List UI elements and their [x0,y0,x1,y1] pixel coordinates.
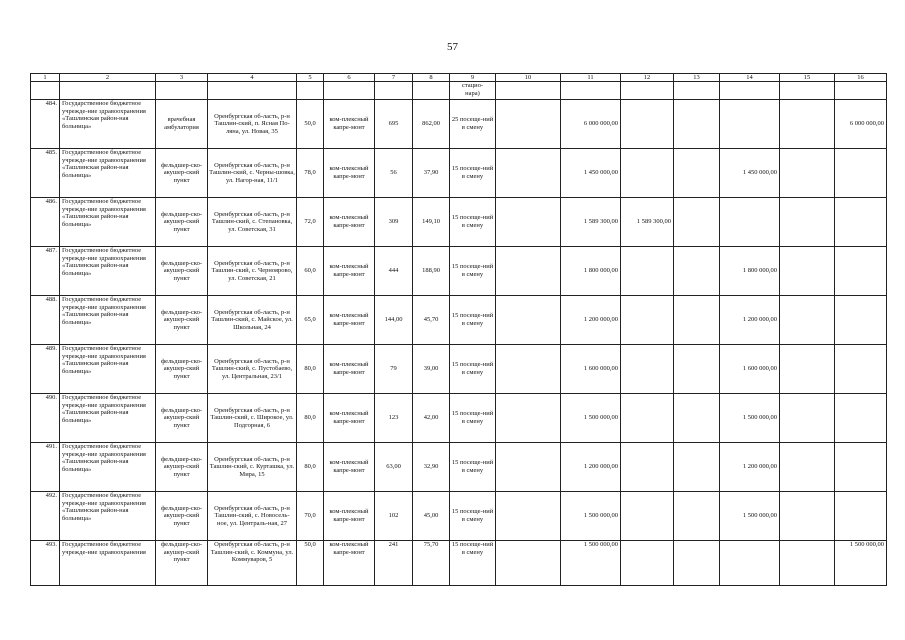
cell-area: 70,0 [297,492,324,541]
cell-total: 1 450 000,00 [561,149,621,198]
cell-col10 [496,198,561,247]
cell-col10 [496,149,561,198]
column-header-1: 1 [31,74,60,82]
column-header-14: 14 [720,74,780,82]
cell-col13 [674,100,720,149]
cell-distance: 32,90 [413,443,450,492]
cell-institution: Государственное бюджетное учрежде-ние здравоохранения «Ташлинская район-ная больница» [60,100,156,149]
cell-distance: 45,70 [413,296,450,345]
cell-institution: Государственное бюджетное учрежде-ние здравоохранения «Ташлинская район-ная больница» [60,443,156,492]
cell-distance: 75,70 [413,541,450,586]
cell-population: 444 [375,247,413,296]
cell-capacity: 25 посеще-ний в смену [450,100,496,149]
table-row [31,541,887,586]
cell-col16 [835,198,887,247]
cell-institution: Государственное бюджетное учрежде-ние здравоохранения «Ташлинская район-ная больница» [60,247,156,296]
cell-index: 489. [31,345,60,394]
cell-total: 1 589 300,00 [561,198,621,247]
cell-population: 123 [375,394,413,443]
column-header-5: 5 [297,74,324,82]
cell-col13 [674,149,720,198]
cell-col14: 1 500 000,00 [720,492,780,541]
table-row [31,247,887,296]
cell-institution: Государственное бюджетное учрежде-ние здравоохранения «Ташлинская район-ная больница» [60,345,156,394]
cell-area: 80,0 [297,443,324,492]
cell-col16 [835,394,887,443]
cell-work-type: ком-плексный капре-монт [324,345,375,394]
cell-total: 6 000 000,00 [561,100,621,149]
cell-work-type: ком-плексный капре-монт [324,100,375,149]
cell-area: 50,0 [297,100,324,149]
cell-col10 [496,492,561,541]
table-row [31,492,887,541]
column-header-13: 13 [674,74,720,82]
cell-visits-continuation: стацио- нара) [450,82,496,100]
cell-facility-type: фельдшер-ско-акушер-ский пункт [156,541,208,586]
cell-index: 491. [31,443,60,492]
cell-col15 [780,247,835,296]
cell-facility-type: врачебная амбулатория [156,100,208,149]
cell-area: 80,0 [297,345,324,394]
column-header-2: 2 [60,74,156,82]
cell-col13 [674,443,720,492]
cell-index: 487. [31,247,60,296]
cell-facility-type: фельдшер-ско-акушер-ский пункт [156,296,208,345]
table-row [31,345,887,394]
cell-address: Оренбургская об-ласть, р-н Ташлин-ский, с. Широкое, ул. Подгорная, 6 [208,394,297,443]
cell-col15 [780,492,835,541]
column-header-10: 10 [496,74,561,82]
cell-col16: 1 500 000,00 [835,541,887,586]
cell-work-type: ком-плексный капре-монт [324,247,375,296]
cell-area: 72,0 [297,198,324,247]
cell-col14: 1 600 000,00 [720,345,780,394]
table-row [31,296,887,345]
cell-col15 [780,198,835,247]
cell-facility-type: фельдшер-ско-акушер-ский пункт [156,198,208,247]
cell-facility-type: фельдшер-ско-акушер-ский пункт [156,492,208,541]
cell-address: Оренбургская об-ласть, р-н Ташлин-ский, с. Черны-шовка, ул. Нагор-ная, 11/1 [208,149,297,198]
column-number-header [31,74,887,82]
cell-capacity: 15 посеще-ний в смену [450,541,496,586]
cell-distance: 862,00 [413,100,450,149]
column-header-16: 16 [835,74,887,82]
cell-total: 1 800 000,00 [561,247,621,296]
cell-address: Оренбургская об-ласть, р-н Ташлин-ский, с. Черноярово, ул. Советская, 21 [208,247,297,296]
cell-col16 [835,247,887,296]
cell-col13 [674,296,720,345]
cell-address: Оренбургская об-ласть, р-н Ташлин-ский, с. Степановка, ул. Советская, 31 [208,198,297,247]
table-row [31,149,887,198]
cell-institution: Государственное бюджетное учрежде-ние здравоохранения «Ташлинская район-ная больница» [60,198,156,247]
cell-total: 1 500 000,00 [561,541,621,586]
cell-work-type: ком-плексный капре-монт [324,296,375,345]
cell-work-type: ком-плексный капре-монт [324,443,375,492]
column-header-15: 15 [780,74,835,82]
table-row [31,443,887,492]
cell-col14: 1 800 000,00 [720,247,780,296]
cell-area: 60,0 [297,247,324,296]
column-header-4: 4 [208,74,297,82]
cell-col12 [621,345,674,394]
column-header-3: 3 [156,74,208,82]
cell-col15 [780,345,835,394]
cell-capacity: 15 посеще-ний в смену [450,443,496,492]
cell-capacity: 15 посеще-ний в смену [450,149,496,198]
cell-col16 [835,345,887,394]
cell-area: 80,0 [297,394,324,443]
cell-address: Оренбургская об-ласть, р-н Ташлин-ский, с. Майское, ул. Школьная, 24 [208,296,297,345]
cell-facility-type: фельдшер-ско-акушер-ский пункт [156,443,208,492]
cell-index: 484. [31,100,60,149]
cell-distance: 188,90 [413,247,450,296]
table-row [31,198,887,247]
cell-col15 [780,394,835,443]
cell-institution: Государственное бюджетное учрежде-ние здравоохранения «Ташлинская район-ная больница» [60,149,156,198]
cell-institution: Государственное бюджетное учрежде-ние здравоохранения «Ташлинская район-ная больница» [60,492,156,541]
cell-col10 [496,541,561,586]
cell-population: 63,00 [375,443,413,492]
cell-address: Оренбургская об-ласть, р-н Ташлин-ский, п. Ясная По-ляна, ул. Новая, 35 [208,100,297,149]
cell-total: 1 500 000,00 [561,394,621,443]
cell-population: 102 [375,492,413,541]
cell-col12 [621,100,674,149]
cell-population: 56 [375,149,413,198]
cell-col10 [496,345,561,394]
cell-facility-type: фельдшер-ско-акушер-ский пункт [156,247,208,296]
cell-col16: 6 000 000,00 [835,100,887,149]
cell-work-type: ком-плексный капре-монт [324,198,375,247]
column-header-11: 11 [561,74,621,82]
cell-institution: Государственное бюджетное учрежде-ние здравоохранения [60,541,156,586]
cell-col12 [621,296,674,345]
cell-population: 241 [375,541,413,586]
cell-col10 [496,296,561,345]
cell-total: 1 200 000,00 [561,443,621,492]
cell-col15 [780,149,835,198]
cell-col15 [780,100,835,149]
cell-col13 [674,492,720,541]
cell-capacity: 15 посеще-ний в смену [450,296,496,345]
cell-address: Оренбургская об-ласть, р-н Ташлин-ский, с. Коммуна, ул. Коммуваров, 5 [208,541,297,586]
cell-total: 1 600 000,00 [561,345,621,394]
cell-col14: 1 200 000,00 [720,443,780,492]
column-header-9: 9 [450,74,496,82]
cell-col16 [835,296,887,345]
cell-institution: Государственное бюджетное учрежде-ние здравоохранения «Ташлинская район-ная больница» [60,296,156,345]
cell-area: 78,0 [297,149,324,198]
cell-capacity: 15 посеще-ний в смену [450,198,496,247]
cell-col12 [621,541,674,586]
cell-capacity: 15 посеще-ний в смену [450,394,496,443]
page-number: 57 [447,41,458,53]
cell-address: Оренбургская об-ласть, р-н Ташлин-ский, с. Пустобаево, ул. Центральная, 23/1 [208,345,297,394]
cell-col10 [496,247,561,296]
cell-col16 [835,492,887,541]
cell-area: 50,0 [297,541,324,586]
cell-index: 493. [31,541,60,586]
cell-population: 144,00 [375,296,413,345]
cell-col14: 1 450 000,00 [720,149,780,198]
cell-address: Оренбургская об-ласть, р-н Ташлин-ский, с. Новосель-ное, ул. Централь-ная, 27 [208,492,297,541]
cell-distance: 149,10 [413,198,450,247]
table-row [31,100,887,149]
cell-distance: 42,00 [413,394,450,443]
cell-index: 485. [31,149,60,198]
cell-capacity: 15 посеще-ний в смену [450,492,496,541]
cell-col10 [496,394,561,443]
cell-col12: 1 589 300,00 [621,198,674,247]
cell-work-type: ком-плексный капре-монт [324,492,375,541]
cell-col16 [835,443,887,492]
cell-col14 [720,100,780,149]
cell-col13 [674,394,720,443]
cell-capacity: 15 посеще-ний в смену [450,345,496,394]
cell-col14: 1 500 000,00 [720,394,780,443]
column-header-12: 12 [621,74,674,82]
cell-work-type: ком-плексный капре-монт [324,541,375,586]
cell-col13 [674,345,720,394]
cell-col16 [835,149,887,198]
cell-facility-type: фельдшер-ско-акушер-ский пункт [156,345,208,394]
cell-index: 488. [31,296,60,345]
table-row [31,394,887,443]
column-header-8: 8 [413,74,450,82]
cell-col14 [720,198,780,247]
cell-work-type: ком-плексный капре-монт [324,394,375,443]
facility-table [30,73,887,586]
cell-col13 [674,198,720,247]
cell-address: Оренбургская об-ласть, р-н Ташлин-ский, с. Курташка, ул. Мира, 15 [208,443,297,492]
cell-col10 [496,100,561,149]
cell-distance: 37,90 [413,149,450,198]
cell-area: 65,0 [297,296,324,345]
continuation-row [31,82,887,100]
cell-col12 [621,149,674,198]
cell-facility-type: фельдшер-ско-акушер-ский пункт [156,394,208,443]
cell-institution: Государственное бюджетное учрежде-ние здравоохранения «Ташлинская район-ная больница» [60,394,156,443]
cell-col12 [621,247,674,296]
cell-col14 [720,541,780,586]
cell-distance: 45,00 [413,492,450,541]
cell-population: 309 [375,198,413,247]
cell-capacity: 15 посеще-ний в смену [450,247,496,296]
cell-col13 [674,247,720,296]
table-body [31,74,887,586]
column-header-7: 7 [375,74,413,82]
column-header-6: 6 [324,74,375,82]
cell-population: 79 [375,345,413,394]
cell-work-type: ком-плексный капре-монт [324,149,375,198]
cell-col12 [621,394,674,443]
cell-facility-type: фельдшер-ско-акушер-ский пункт [156,149,208,198]
cell-col10 [496,443,561,492]
cell-col15 [780,296,835,345]
cell-total: 1 500 000,00 [561,492,621,541]
cell-col14: 1 200 000,00 [720,296,780,345]
cell-col12 [621,443,674,492]
cell-index: 486. [31,198,60,247]
cell-col12 [621,492,674,541]
cell-col15 [780,541,835,586]
cell-col13 [674,541,720,586]
cell-index: 492. [31,492,60,541]
cell-col15 [780,443,835,492]
cell-total: 1 200 000,00 [561,296,621,345]
cell-population: 695 [375,100,413,149]
cell-distance: 39,00 [413,345,450,394]
cell-index: 490. [31,394,60,443]
